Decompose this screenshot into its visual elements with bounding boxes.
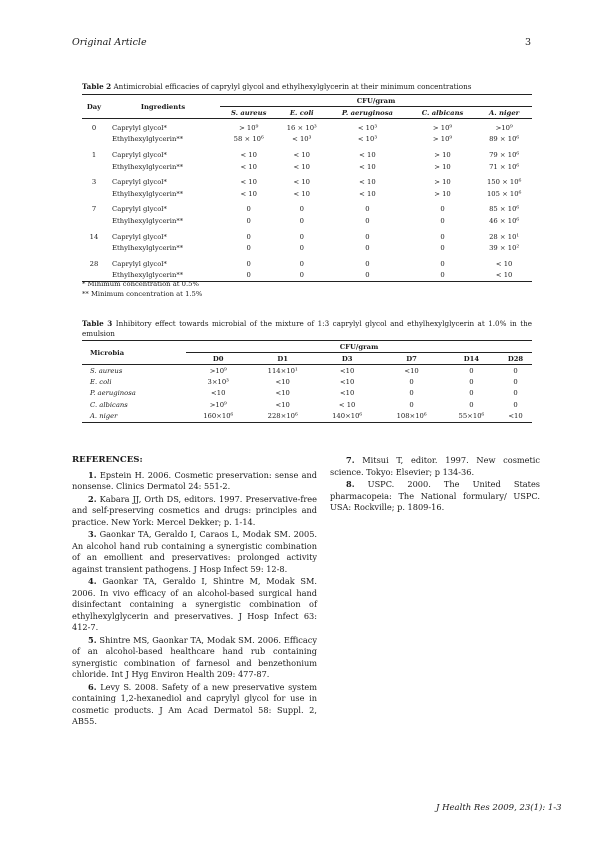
table2 bbox=[82, 94, 532, 282]
table3-value-cell: <10 bbox=[404, 366, 419, 375]
table3-row bbox=[82, 411, 532, 423]
table2-group-header: CFU/gram bbox=[220, 95, 532, 107]
table2-value-cell: < 10 bbox=[359, 178, 376, 187]
table2-value-cell: > 10⁹ bbox=[432, 123, 453, 132]
reference-item bbox=[72, 576, 317, 634]
reference-item bbox=[72, 470, 317, 493]
reference-number: 1. bbox=[88, 469, 97, 480]
table2-value-cell: 0 bbox=[299, 232, 304, 241]
table2-value-cell: 0 bbox=[440, 259, 445, 268]
table3-value-cell: >10⁹ bbox=[209, 366, 227, 375]
table2-row bbox=[82, 215, 532, 227]
table3-microbe-cell: P. aeruginosa bbox=[90, 389, 136, 398]
table2-value-cell: < 10³ bbox=[357, 135, 378, 144]
table3-value-cell: <10 bbox=[339, 389, 355, 398]
reference-item bbox=[72, 529, 317, 575]
running-header-section: Original Article bbox=[72, 37, 147, 48]
table3-value-cell: 0 bbox=[469, 366, 474, 375]
table2-caption bbox=[82, 82, 532, 92]
table2-day-cell bbox=[82, 242, 106, 254]
table2-value-cell: 105 × 10⁶ bbox=[486, 189, 522, 198]
table3-value-cell: <10 bbox=[275, 378, 290, 387]
table3-value-cell: 0 bbox=[469, 400, 474, 409]
table2-day-cell bbox=[82, 161, 106, 173]
table2-caption-text: Antimicrobial efficacies of caprylyl glycol and ethylhexylglycerin at their minimum concentrations bbox=[113, 82, 472, 91]
table2-ingredient-cell: Ethylhexylglycerin** bbox=[112, 189, 184, 198]
table3-value-cell: 0 bbox=[469, 378, 474, 387]
table2-value-cell: 0 bbox=[299, 244, 304, 253]
table2-value-cell: 71 × 10⁶ bbox=[489, 162, 520, 171]
table2-value-cell: 0 bbox=[365, 205, 370, 214]
table2-value-cell: 0 bbox=[365, 259, 370, 268]
reference-number: 5. bbox=[88, 634, 97, 645]
table2-value-cell: > 10 bbox=[434, 189, 451, 198]
table2-row bbox=[82, 188, 532, 200]
page-number: 3 bbox=[525, 37, 532, 48]
table2-ingredient-cell: Ethylhexylglycerin** bbox=[112, 135, 184, 144]
table2-value-cell: 0 bbox=[246, 271, 251, 280]
table2-value-cell: 0 bbox=[440, 232, 445, 241]
table2-value-cell: > 10 bbox=[434, 150, 451, 159]
table3 bbox=[82, 340, 532, 423]
table2-value-cell: < 10 bbox=[240, 162, 257, 171]
table3-value-cell: 0 bbox=[409, 400, 414, 409]
table3-col-day: D1 bbox=[277, 354, 288, 363]
table2-label: Table 2 bbox=[82, 82, 112, 91]
table2-value-cell: < 10 bbox=[359, 150, 376, 159]
table2-value-cell: 0 bbox=[246, 244, 251, 253]
table2-ingredient-cell: Ethylhexylglycerin** bbox=[112, 271, 184, 280]
table2-value-cell: 0 bbox=[299, 216, 304, 225]
table2-value-cell: 79 × 10⁶ bbox=[489, 150, 520, 159]
table2-day-cell: 28 bbox=[89, 259, 99, 268]
reference-text: Shintre MS, Gaonkar TA, Modak SM. 2006. Efficacy of an alcohol-based healthcare hand rub containing synergistic combination of farnesol and benzethonium chloride. Int J Hyg Environ Health 209: 477-87. bbox=[72, 634, 317, 679]
table2-row bbox=[82, 134, 532, 146]
table2-value-cell: 0 bbox=[299, 259, 304, 268]
references-right-column bbox=[330, 455, 540, 515]
reference-item bbox=[72, 494, 317, 529]
journal-volume: 2009, 23(1): 1-3 bbox=[489, 803, 562, 813]
table2-day-cell bbox=[82, 134, 106, 146]
table2-note: * Minimum concentration at 0.5% bbox=[82, 280, 199, 288]
table2-value-cell: < 10 bbox=[293, 162, 310, 171]
table2-value-cell: 39 × 10² bbox=[489, 244, 520, 253]
table2-value-cell: < 10 bbox=[495, 271, 513, 280]
reference-number: 7. bbox=[346, 455, 355, 465]
table3-value-cell: <10 bbox=[339, 378, 355, 387]
table2-value-cell: 0 bbox=[365, 244, 370, 253]
table2-col-day: Day bbox=[82, 95, 106, 119]
table2-value-cell: > 10 bbox=[434, 162, 451, 171]
reference-item bbox=[330, 455, 540, 478]
table2-value-cell: > 10 bbox=[434, 178, 451, 187]
table3-value-cell: <10 bbox=[275, 400, 290, 409]
table3-value-cell: 0 bbox=[513, 389, 518, 398]
table3-value-cell: 0 bbox=[513, 366, 518, 375]
table2-col-organism: P. aeruginosa bbox=[341, 108, 393, 117]
table3-col-day: D0 bbox=[212, 354, 224, 363]
table2-value-cell: < 10 bbox=[240, 178, 257, 187]
table2-col-organism: S. aureus bbox=[230, 108, 267, 117]
table3-row bbox=[82, 388, 532, 399]
reference-number: 2. bbox=[88, 493, 97, 504]
reference-text: Levy S. 2008. Safety of a new preservative system containing 1,2-hexanediol and caprylyl glycol for use in cosmetic products. J Am Acad Dermatol 58: Suppl. 2, AB55. bbox=[72, 681, 317, 726]
table2-ingredient-cell: Caprylyl glycol* bbox=[112, 150, 167, 159]
table3-value-cell: 0 bbox=[409, 378, 414, 387]
table2-value-cell: < 10 bbox=[359, 189, 376, 198]
table2-row bbox=[82, 149, 532, 161]
table3-microbe-cell: E. coli bbox=[90, 378, 112, 387]
table3-value-cell: 0 bbox=[469, 389, 474, 398]
table2-value-cell: 16 × 10³ bbox=[286, 123, 317, 132]
table2-ingredient-cell: Caprylyl glycol* bbox=[112, 123, 167, 132]
table2-value-cell: 89 × 10⁶ bbox=[489, 135, 520, 144]
table3-group-header: CFU/gram bbox=[186, 341, 532, 353]
table3-value-cell: <10 bbox=[275, 389, 290, 398]
table2-col-ingredients: Ingredients bbox=[106, 95, 220, 119]
table2-value-cell: 0 bbox=[299, 205, 304, 214]
table3-value-cell: < 10 bbox=[338, 400, 356, 409]
table3-caption bbox=[82, 319, 532, 339]
reference-text: Gaonkar TA, Geraldo I, Shintre M, Modak SM. 2006. In vivo efficacy of an alcohol-based surgical hand disinfectant containing a synergistic combination of ethylhexylglycerin and preservatives. J Hosp Infect 63: 412-7. bbox=[72, 576, 318, 632]
table2-day-cell: 1 bbox=[91, 150, 97, 159]
table2-value-cell: 85 × 10⁶ bbox=[489, 205, 520, 214]
table2-col-organism: E. coli bbox=[289, 108, 314, 117]
table2-value-cell: 46 × 10⁶ bbox=[489, 216, 520, 225]
table2-ingredient-cell: Ethylhexylglycerin** bbox=[112, 216, 184, 225]
table2-ingredient-cell: Ethylhexylglycerin** bbox=[112, 162, 184, 171]
table2-value-cell: < 10³ bbox=[357, 123, 378, 132]
table2-notes bbox=[82, 280, 202, 299]
table2-day-cell: 0 bbox=[91, 123, 97, 132]
table2-value-cell: 0 bbox=[246, 216, 251, 225]
table3-value-cell: <10 bbox=[339, 366, 355, 375]
table2-row bbox=[82, 258, 532, 270]
table3-col-day: D3 bbox=[341, 354, 353, 363]
journal-name: J Health Res bbox=[436, 803, 490, 813]
table3-row bbox=[82, 365, 532, 377]
table3-col-microbia: Microbia bbox=[82, 341, 186, 365]
table2-value-cell: < 10 bbox=[495, 259, 513, 268]
table2-col-organism: A. niger bbox=[489, 108, 520, 117]
references-heading: REFERENCES: bbox=[72, 455, 143, 465]
table2-day-cell bbox=[82, 188, 106, 200]
reference-number: 8. bbox=[346, 479, 355, 489]
reference-number: 3. bbox=[88, 529, 97, 539]
table2-value-cell: >10⁹ bbox=[495, 123, 513, 132]
reference-item bbox=[330, 479, 540, 514]
table2-value-cell: 0 bbox=[365, 232, 370, 241]
table2-value-cell: < 10³ bbox=[292, 135, 312, 144]
table3-value-cell: 55×10⁶ bbox=[458, 412, 485, 421]
table3-value-cell: 0 bbox=[513, 400, 518, 409]
table3-row bbox=[82, 399, 532, 410]
table2-ingredient-cell: Caprylyl glycol* bbox=[112, 259, 167, 268]
table2-row bbox=[82, 176, 532, 188]
table3-value-cell: 228×10⁶ bbox=[267, 412, 298, 421]
table2-value-cell: 0 bbox=[246, 259, 251, 268]
table2-value-cell: > 10⁹ bbox=[432, 135, 453, 144]
table2-value-cell: < 10 bbox=[240, 150, 257, 159]
table2-row bbox=[82, 161, 532, 173]
table2-value-cell: 0 bbox=[440, 205, 445, 214]
reference-item bbox=[72, 682, 317, 728]
table3-microbe-cell: A. niger bbox=[90, 412, 118, 421]
table2-day-cell: 7 bbox=[91, 205, 97, 214]
table2-value-cell: 0 bbox=[246, 205, 251, 214]
table2-value-cell: 0 bbox=[440, 216, 445, 225]
table2-value-cell: < 10 bbox=[359, 162, 376, 171]
table2-note: ** Minimum concentration at 1.5% bbox=[82, 289, 203, 298]
table2-ingredient-cell: Caprylyl glycol* bbox=[112, 178, 167, 187]
table2-day-cell bbox=[82, 215, 106, 227]
table2-row bbox=[82, 204, 532, 216]
table3-value-cell: <10 bbox=[508, 412, 523, 421]
table2-value-cell: < 10 bbox=[293, 189, 310, 198]
reference-text: Epstein H. 2006. Cosmetic preservation: sense and nonsense. Clinics Dermatol 24: 551-2. bbox=[72, 469, 318, 491]
table2-value-cell: 0 bbox=[299, 271, 304, 280]
table2-value-cell: < 10 bbox=[240, 189, 257, 198]
references-left-column bbox=[72, 455, 317, 729]
reference-text: Mitsui T, editor. 1997. New cosmetic science. Tokyo: Elsevier; p 134-36. bbox=[330, 455, 540, 477]
reference-text: Kabara JJ, Orth DS, editors. 1997. Preservative-free and self-preserving cosmetics and drugs: principles and practice. New York: Mercel Dekker; p. 1-14. bbox=[72, 493, 317, 527]
table3-row bbox=[82, 376, 532, 387]
table3-col-day: D7 bbox=[406, 354, 417, 363]
table2-row bbox=[82, 242, 532, 254]
table3-value-cell: 114×10¹ bbox=[267, 366, 298, 375]
reference-text: USPC. 2000. The United States pharmacopeia: The National formulary/ USPC. USA: Rockville; p. 1809-16. bbox=[330, 479, 540, 512]
table3-value-cell: 160×10⁶ bbox=[203, 412, 234, 421]
journal-citation-footer bbox=[436, 803, 562, 813]
table3-label: Table 3 bbox=[82, 319, 113, 328]
table2-value-cell: 150 × 10⁶ bbox=[486, 178, 522, 187]
table2-value-cell: 0 bbox=[440, 271, 445, 280]
table2-value-cell: 28 × 10¹ bbox=[489, 232, 520, 241]
table2-value-cell: 58 × 10⁶ bbox=[233, 135, 264, 144]
table3-value-cell: 0 bbox=[409, 389, 414, 398]
table2-value-cell: 0 bbox=[365, 216, 370, 225]
table3-microbe-cell: S. aureus bbox=[90, 366, 123, 375]
table2-value-cell: > 10⁹ bbox=[239, 123, 259, 132]
table3-value-cell: >10⁹ bbox=[209, 400, 227, 409]
reference-number: 6. bbox=[88, 681, 97, 692]
table2-col-organism: C. albicans bbox=[421, 108, 464, 117]
table2-value-cell: 0 bbox=[246, 232, 251, 241]
table3-value-cell: 108×10⁶ bbox=[396, 412, 427, 421]
table3-microbe-cell: C. albicans bbox=[90, 400, 128, 409]
table2-value-cell: 0 bbox=[440, 244, 445, 253]
reference-number: 4. bbox=[88, 576, 97, 586]
table2-value-cell: 0 bbox=[365, 271, 370, 280]
table3-value-cell: 140×10⁶ bbox=[332, 412, 363, 421]
table3-col-day: D28 bbox=[507, 354, 524, 363]
table2-row bbox=[82, 119, 532, 134]
reference-text: Gaonkar TA, Geraldo I, Caraos L, Modak SM. 2005. An alcohol hand rub containing a synergistic combination of an emollient and preservatives: prolonged activity against transient pathogens. J Hosp Infect 59: 12-8. bbox=[72, 529, 318, 574]
table3-value-cell: <10 bbox=[211, 389, 226, 398]
table2-ingredient-cell: Caprylyl glycol* bbox=[112, 205, 167, 214]
table3-value-cell: 3×10³ bbox=[207, 378, 229, 387]
table2-ingredient-cell: Caprylyl glycol* bbox=[112, 232, 167, 241]
table3-caption-text: Inhibitory effect towards microbial of the mixture of 1:3 caprylyl glycol and ethylhexylglycerin at 1.0% in the emulsion bbox=[82, 319, 532, 338]
table2-ingredient-cell: Ethylhexylglycerin** bbox=[112, 244, 184, 253]
table2-value-cell: < 10 bbox=[293, 178, 310, 187]
table2-day-cell: 3 bbox=[91, 178, 97, 187]
table3-col-day: D14 bbox=[463, 354, 480, 363]
table2-value-cell: < 10 bbox=[293, 150, 310, 159]
reference-item bbox=[72, 635, 317, 681]
table2-day-cell: 14 bbox=[89, 232, 99, 241]
table3-value-cell: 0 bbox=[513, 378, 518, 387]
table2-row bbox=[82, 231, 532, 243]
